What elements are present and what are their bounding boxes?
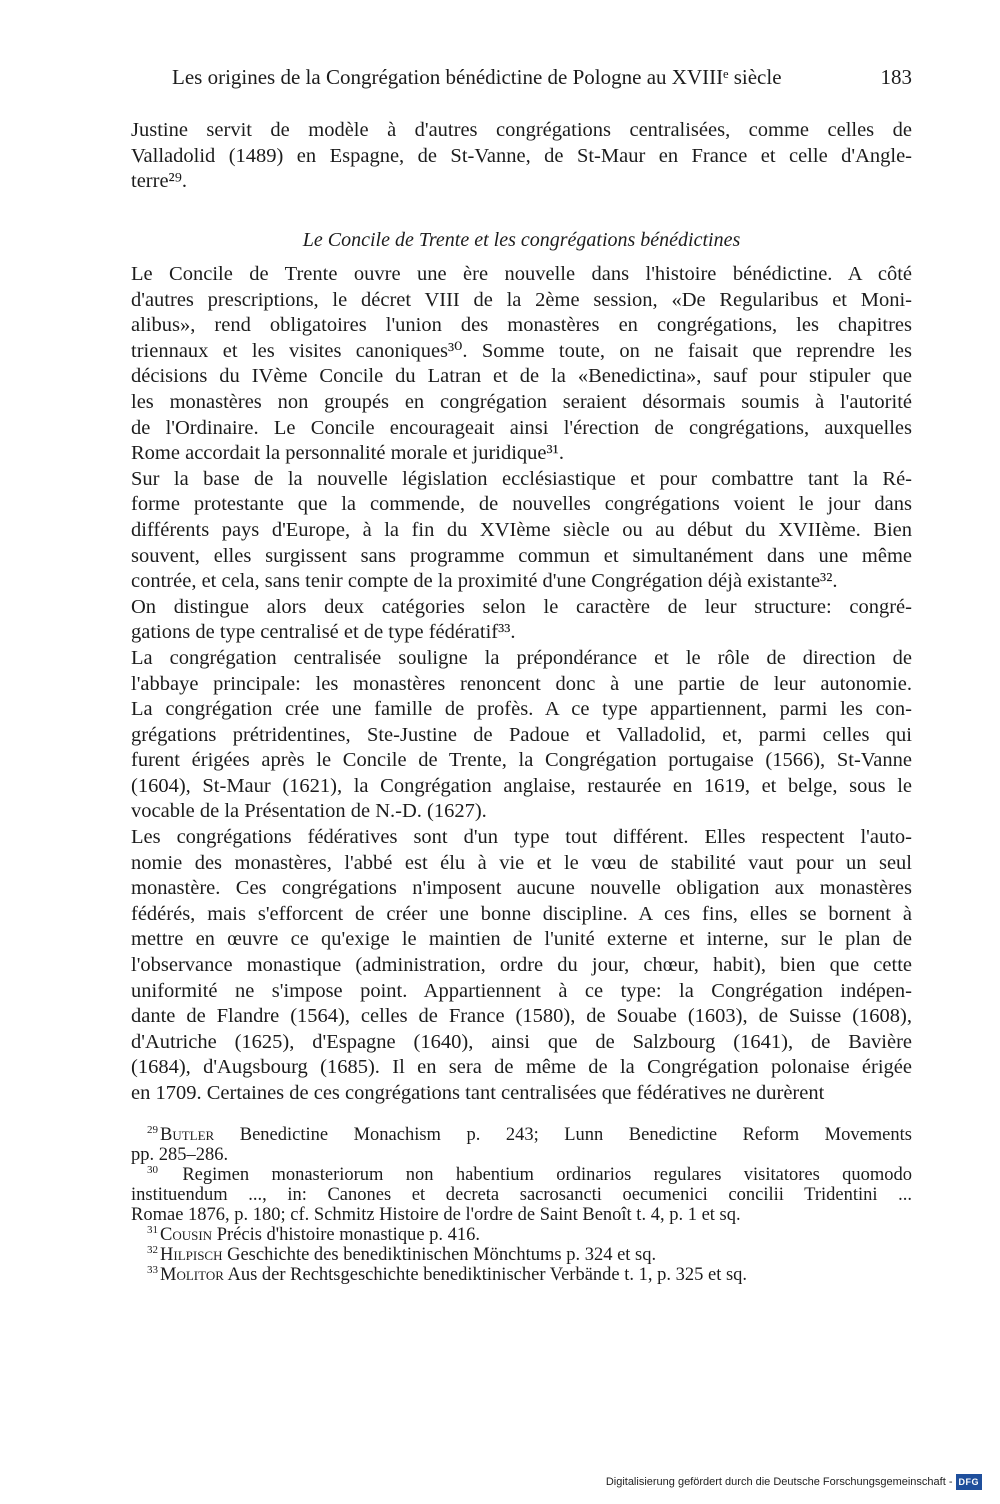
text-line: différents pays d'Europe, à la fin du XVIème siècle ou au début du XVIIème. Bien	[131, 518, 912, 541]
footnote-line	[131, 1265, 912, 1285]
text-line: souvent, elles surgissent sans programme commun et simultanément dans une même	[131, 544, 912, 567]
text-line: fédérés, mais s'efforcent de créer une bonne discipline. A ces fins, elles se bornent à	[131, 902, 912, 925]
text-line: gations de type centralisé et de type fédératif³³.	[131, 621, 516, 644]
footnote	[131, 1165, 912, 1225]
paragraph	[131, 595, 912, 646]
text-line: furent érigées après le Concile de Trente, la Congrégation portugaise (1566), St-Vanne	[131, 749, 912, 772]
paragraph	[131, 825, 912, 1107]
text-line: contrée, et cela, sans tenir compte de la proximité d'une Congrégation déjà existante³².	[131, 570, 838, 593]
running-header	[172, 64, 912, 90]
footnote-number: 33	[147, 1263, 158, 1276]
footnote-line	[131, 1125, 912, 1145]
text-line: uniformité ne s'impose point. Appartiennent à ce type: la Congrégation indépen-	[131, 979, 912, 1002]
footnote	[131, 1245, 912, 1265]
text-line: décisions du IVème Concile du Latran et de la «Benedictina», sauf pour stipuler que	[131, 365, 912, 388]
main-text	[131, 262, 912, 1107]
footnote	[131, 1265, 912, 1285]
footnote-author: Butler	[160, 1125, 215, 1145]
text-line: alibus», rend obligatoires l'union des monastères en congrégations, les chapitres	[131, 314, 912, 337]
text-line: d'Autriche (1625), d'Espagne (1640), ainsi que de Salzbourg (1641), de Bavière	[131, 1030, 912, 1053]
footnote-text: Regimen monasteriorum non habentium ordinarios regulares visitatores quomodo	[160, 1165, 912, 1185]
footnote-number: 29	[147, 1123, 158, 1136]
text-line: triennaux et les visites canoniques³⁰. Somme toute, on ne faisait que reprendre les	[131, 339, 912, 362]
footnote-author: Hilpisch	[160, 1245, 223, 1265]
funding-footer	[606, 1474, 982, 1490]
text-line: vocable de la Présentation de N.-D. (1627).	[131, 800, 487, 823]
footnote-line	[131, 1245, 912, 1265]
footnote-author: Molitor	[160, 1265, 224, 1285]
text-line: forme protestante que la commende, de nouvelles congrégations voient le jour dans	[131, 493, 912, 516]
paragraph	[131, 467, 912, 595]
text-line: l'observance monastique (administration, ordre du jour, chœur, habit), bien que cette	[131, 954, 912, 977]
text-line: nomie des monastères, l'abbé est élu à vie et le vœu de stabilité vaut pour un seul	[131, 851, 912, 874]
funding-note: Digitalisierung gefördert durch die Deutsche Forschungsgemeinschaft -	[605, 1476, 953, 1488]
footnote-number: 31	[147, 1223, 158, 1236]
footnotes	[131, 1125, 912, 1285]
text-line: dante de Flandre (1564), celles de France (1580), de Souabe (1603), de Suisse (1608),	[131, 1005, 912, 1028]
text-line: Le Concile de Trente ouvre une ère nouvelle dans l'histoire bénédictine. A côté	[131, 263, 912, 285]
text-line: monastère. Ces congrégations n'imposent aucune nouvelle obligation aux monastères	[131, 877, 912, 900]
text-line: en 1709. Certaines de ces congrégations tant centralisées que fédératives ne durèrent	[131, 1082, 825, 1104]
footnote-number: 30	[147, 1163, 158, 1176]
text-line: Justine servit de modèle à d'autres congrégations centralisées, comme celles de	[131, 119, 912, 141]
footnote-line	[131, 1225, 912, 1245]
footnote-line: instituendum ..., in: Canones et decreta sacrosancti oecumenici concilii Tridentini ...	[131, 1185, 912, 1205]
footnote-number: 32	[147, 1243, 158, 1256]
text-line: Sur la base de la nouvelle législation ecclésiastique et pour combattre tant la Ré-	[131, 467, 912, 490]
dfg-logo: DFG	[956, 1474, 983, 1490]
footnote-line	[131, 1165, 912, 1185]
paragraph	[131, 646, 912, 825]
footnote	[131, 1125, 912, 1165]
text-line: de l'Ordinaire. Le Concile encourageait ainsi l'érection de congrégations, auxquelles	[131, 416, 912, 439]
text-line: La congrégation crée une famille de profès. A ce type appartiennent, parmi les con-	[131, 698, 912, 721]
text-line: Les congrégations fédératives sont d'un type tout différent. Elles respectent l'auto-	[131, 826, 912, 849]
page-number: 183	[880, 65, 912, 89]
text-line: l'abbaye principale: les monastères renoncent donc à une partie de leur autonomie.	[131, 672, 912, 695]
footnote-line: Romae 1876, p. 180; cf. Schmitz Histoire de l'ordre de Saint Benoît t. 4, p. 1 et sq.	[131, 1205, 741, 1225]
footnote-author: Cousin	[160, 1225, 213, 1245]
text-line: terre²⁹.	[131, 170, 187, 193]
text-line: (1684), d'Augsbourg (1685). Il en sera de même de la Congrégation polonaise érigée	[131, 1056, 912, 1079]
text-line: La congrégation centralisée souligne la prépondérance et le rôle de direction de	[131, 646, 912, 669]
footnote-line: pp. 285–286.	[131, 1145, 229, 1165]
text-line: mettre en œuvre ce qu'exige le maintien de l'unité externe et interne, sur le plan de	[131, 928, 912, 951]
footnote-text: Aus der Rechtsgeschichte benediktinischer Verbände t. 1, p. 325 et sq.	[223, 1265, 748, 1285]
continued-paragraph	[131, 118, 912, 195]
footnote	[131, 1225, 912, 1245]
footnote-text: Précis d'histoire monastique p. 416.	[212, 1225, 481, 1245]
footnote-text: Geschichte des benediktinischen Mönchtums p. 324 et sq.	[222, 1245, 657, 1265]
text-line: Valladolid (1489) en Espagne, de St-Vanne, de St-Maur en France et celle d'Angle-	[131, 144, 912, 167]
text-line: les monastères non groupés en congrégation seraient désormais soumis à l'autorité	[131, 390, 912, 413]
paragraph	[131, 262, 912, 467]
text-line: Rome accordait la personnalité morale et juridique³¹.	[131, 442, 564, 465]
text-line: (1604), St-Maur (1621), la Congrégation anglaise, restaurée en 1619, et belge, sous le	[131, 774, 912, 797]
footnote-text: Benedictine Monachism p. 243; Lunn Benedictine Reform Movements	[214, 1125, 912, 1145]
text-line: On distingue alors deux catégories selon le caractère de leur structure: congré-	[131, 595, 912, 618]
text-line: grégations prétridentines, Ste-Justine de Padoue et Valladolid, et, parmi celles qui	[131, 723, 912, 746]
section-heading: Le Concile de Trente et les congrégations bénédictines	[302, 229, 741, 251]
text-line: d'autres prescriptions, le décret VIII de la 2ème session, «De Regularibus et Moni-	[131, 288, 912, 311]
running-title: Les origines de la Congrégation bénédictine de Pologne au XVIIIᵉ siècle	[172, 65, 782, 89]
